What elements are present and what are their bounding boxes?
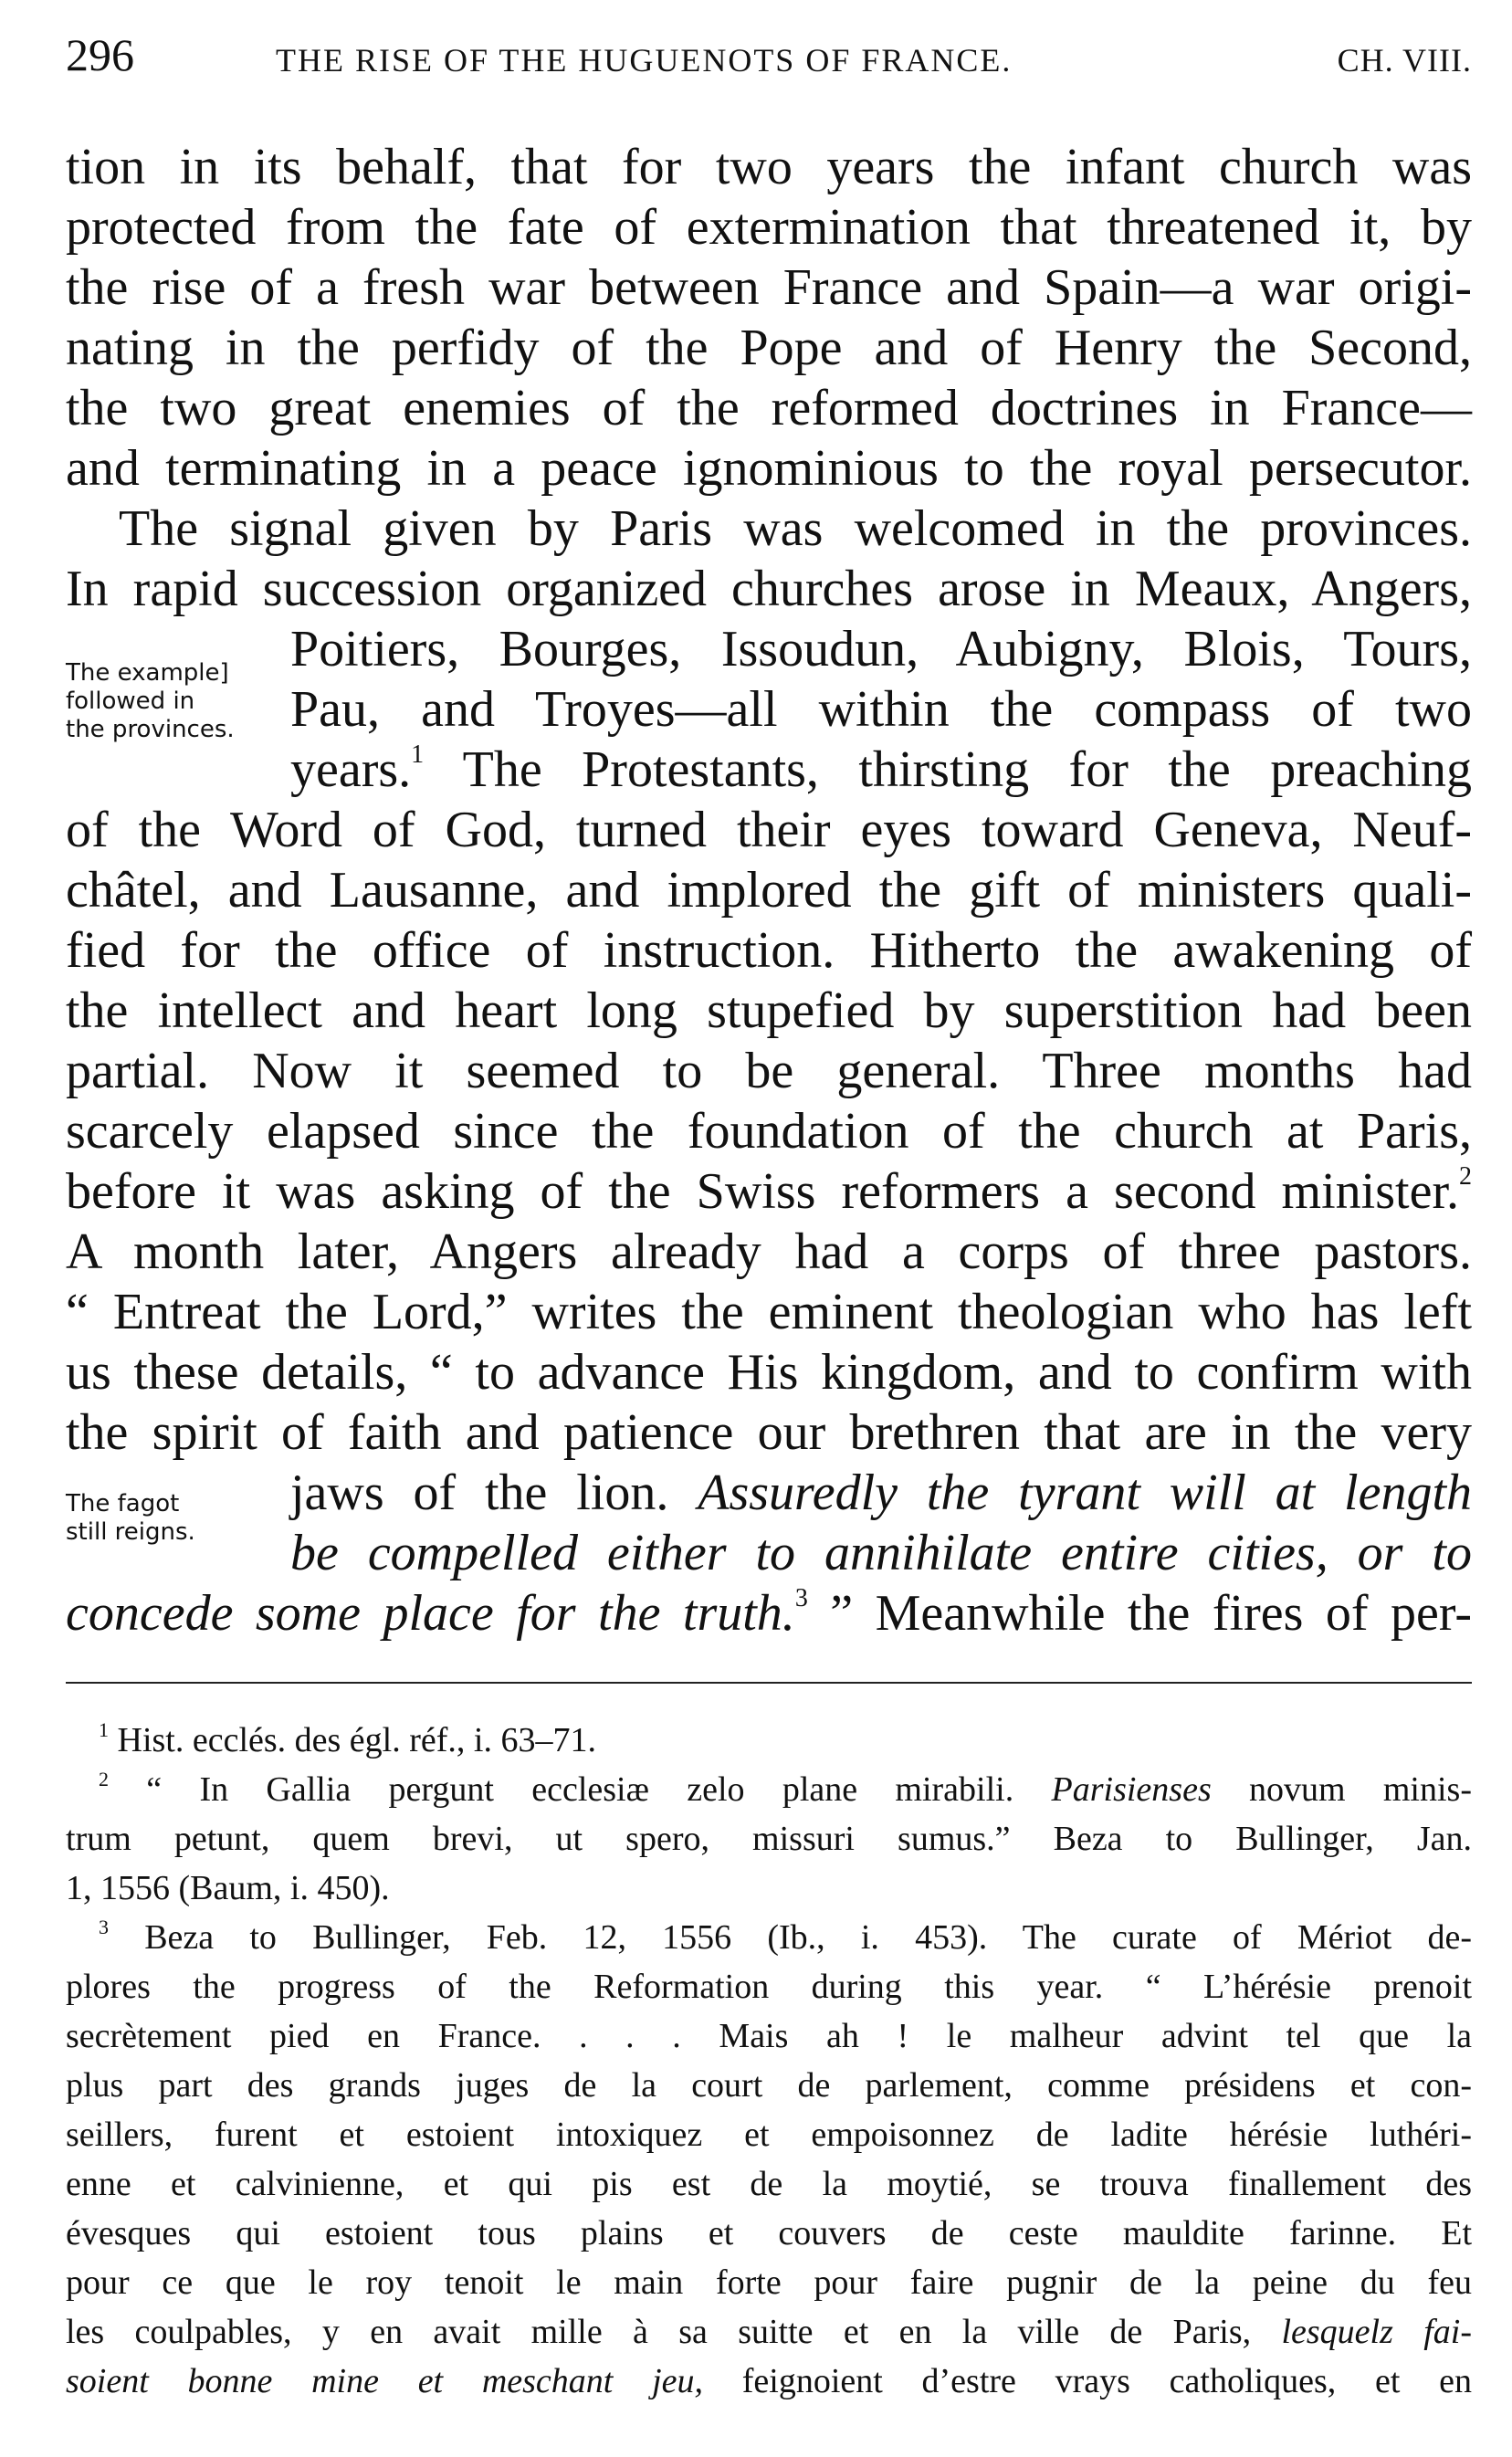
body-line xyxy=(66,1583,1472,1643)
footnote-text: Beza to Bullinger, Feb. 12, 1556 (Ib., i. 453). The curate of Mériot de- xyxy=(144,1918,1473,1957)
footnote-line: trum petunt, quem brevi, ut spero, missuri sumus.” Beza to Bullinger, Jan. xyxy=(66,1820,1472,1858)
body-line: Poitiers, Bourges, Issoudun, Aubigny, Blois, Tours, xyxy=(290,621,1472,677)
body-text-run: jaws of the lion. xyxy=(290,1465,669,1521)
footnote-line: plus part des grands juges de la court de parlement, comme présidens et con- xyxy=(66,2066,1472,2105)
body-line xyxy=(290,740,1472,800)
body-line: châtel, and Lausanne, and implored the gift of ministers quali- xyxy=(66,862,1472,919)
margin-note-line: the provinces. xyxy=(66,716,235,743)
footnote-mark: 2 xyxy=(99,1768,109,1790)
body-line: protected from the fate of extermination that threatened it, by xyxy=(66,199,1472,256)
body-line: A month later, Angers already had a corps of three pastors. xyxy=(66,1223,1472,1280)
footnote-text: novum minis- xyxy=(1211,1770,1472,1809)
italic-run: be compelled either to annihilate entire cities, xyxy=(290,1525,1328,1581)
body-text-run: The Protestants, thirsting for the preaching xyxy=(424,741,1472,798)
body-line xyxy=(66,1161,1472,1222)
footnote-line: évesques qui estoient tous plains et couvers de ceste mauldite farinne. Et xyxy=(66,2214,1472,2252)
footnote-3 xyxy=(99,1914,1472,1961)
italic-run: soient bonne mine et meschant jeu, xyxy=(66,2362,704,2400)
page-number: 296 xyxy=(66,29,134,80)
body-line: of the Word of God, turned their eyes toward Geneva, Neuf- xyxy=(66,802,1472,858)
footnote-ref: 2 xyxy=(1459,1162,1472,1191)
footnote-line: enne et calvinienne, et qui pis est de la moytié, se trouva finallement des xyxy=(66,2165,1472,2203)
footnote-text: “ In Gallia pergunt ecclesiæ zelo plane mirabili. xyxy=(146,1770,1014,1809)
margin-note-line: The example] xyxy=(66,659,229,687)
footnote-line: pour ce que le roy tenoit le main forte pour faire pugnir de la peine du feu xyxy=(66,2263,1472,2302)
footnote-line: secrètement pied en France. . . . Mais ah ! le malheur advint tel que la xyxy=(66,2017,1472,2055)
footnote-line xyxy=(66,2308,1472,2356)
body-line xyxy=(290,1463,1472,1523)
body-line: the intellect and heart long stupefied by superstition had been xyxy=(66,982,1472,1039)
footnote-text: les coulpables, y en avait mille à sa suitte et en la ville de Paris, xyxy=(66,2313,1252,2351)
body-line: and terminating in a peace ignominious to the royal persecutor. xyxy=(66,440,1472,497)
body-line: Pau, and Troyes—all within the compass of two xyxy=(290,681,1472,738)
margin-note-line: followed in xyxy=(66,688,195,715)
footnote-text: feignoient d’estre vrays catholiques, et en xyxy=(703,2362,1472,2400)
italic-run: Assuredly the tyrant will at length xyxy=(698,1465,1473,1521)
footnote-text: Hist. ecclés. des égl. réf., i. 63–71. xyxy=(117,1721,596,1759)
margin-note-fagot xyxy=(66,1490,195,1547)
body-text-run: ” Meanwhile the fires of per- xyxy=(807,1585,1472,1642)
body-line: nating in the perfidy of the Pope and of Henry the Second, xyxy=(66,320,1472,376)
body-line: The signal given by Paris was welcomed in the provinces. xyxy=(119,500,1472,557)
body-line: “ Entreat the Lord,” writes the eminent theologian who has left xyxy=(66,1284,1472,1340)
body-line: the two great enemies of the reformed doctrines in France— xyxy=(66,380,1472,436)
body-text-run: years. xyxy=(290,741,412,798)
footnote-rule xyxy=(66,1682,1472,1684)
body-line: the spirit of faith and patience our brethren that are in the very xyxy=(66,1404,1472,1461)
footnote-2 xyxy=(99,1766,1472,1813)
margin-note-example xyxy=(66,659,235,744)
body-text-run: before it was asking of the Swiss reformers a second minister. xyxy=(66,1163,1459,1220)
italic-run: Parisienses xyxy=(1051,1770,1212,1809)
footnote-1 xyxy=(99,1717,1472,1764)
running-head xyxy=(66,27,1472,82)
footnote-line: 1, 1556 (Baum, i. 450). xyxy=(66,1869,390,1907)
footnote-line: seillers, furent et estoient intoxiquez et empoisonnez de ladite hérésie luthéri- xyxy=(66,2116,1472,2154)
italic-run: or to xyxy=(1328,1525,1472,1581)
italic-run: concede some place for the truth. xyxy=(66,1585,795,1642)
body-line: tion in its behalf, that for two years the infant church was xyxy=(66,139,1472,195)
italic-run: lesquelz fai- xyxy=(1251,2313,1472,2351)
body-line: In rapid succession organized churches arose in Meaux, Angers, xyxy=(66,561,1472,617)
footnote-line xyxy=(66,2357,1472,2405)
margin-note-line: The fagot xyxy=(66,1490,180,1517)
running-title: THE RISE OF THE HUGUENOTS OF FRANCE. xyxy=(276,42,1013,79)
footnote-line: plores the progress of the Reformation during this year. “ L’hérésie prenoit xyxy=(66,1968,1472,2006)
margin-note-line: still reigns. xyxy=(66,1518,195,1546)
footnote-ref: 3 xyxy=(794,1584,808,1612)
body-line: fied for the office of instruction. Hitherto the awakening of xyxy=(66,922,1472,979)
body-line: partial. Now it seemed to be general. Three months had xyxy=(66,1043,1472,1099)
body-line: us these details, “ to advance His kingdom, and to confirm with xyxy=(66,1344,1472,1401)
body-line: the rise of a fresh war between France and Spain—a war origi- xyxy=(66,259,1472,316)
footnote-mark: 1 xyxy=(99,1718,109,1741)
chapter-label: CH. VIII. xyxy=(1337,42,1472,79)
footnote-ref: 1 xyxy=(411,740,425,769)
body-line: scarcely elapsed since the foundation of the church at Paris, xyxy=(66,1103,1472,1160)
footnote-mark: 3 xyxy=(99,1916,109,1938)
body-line xyxy=(290,1523,1472,1583)
